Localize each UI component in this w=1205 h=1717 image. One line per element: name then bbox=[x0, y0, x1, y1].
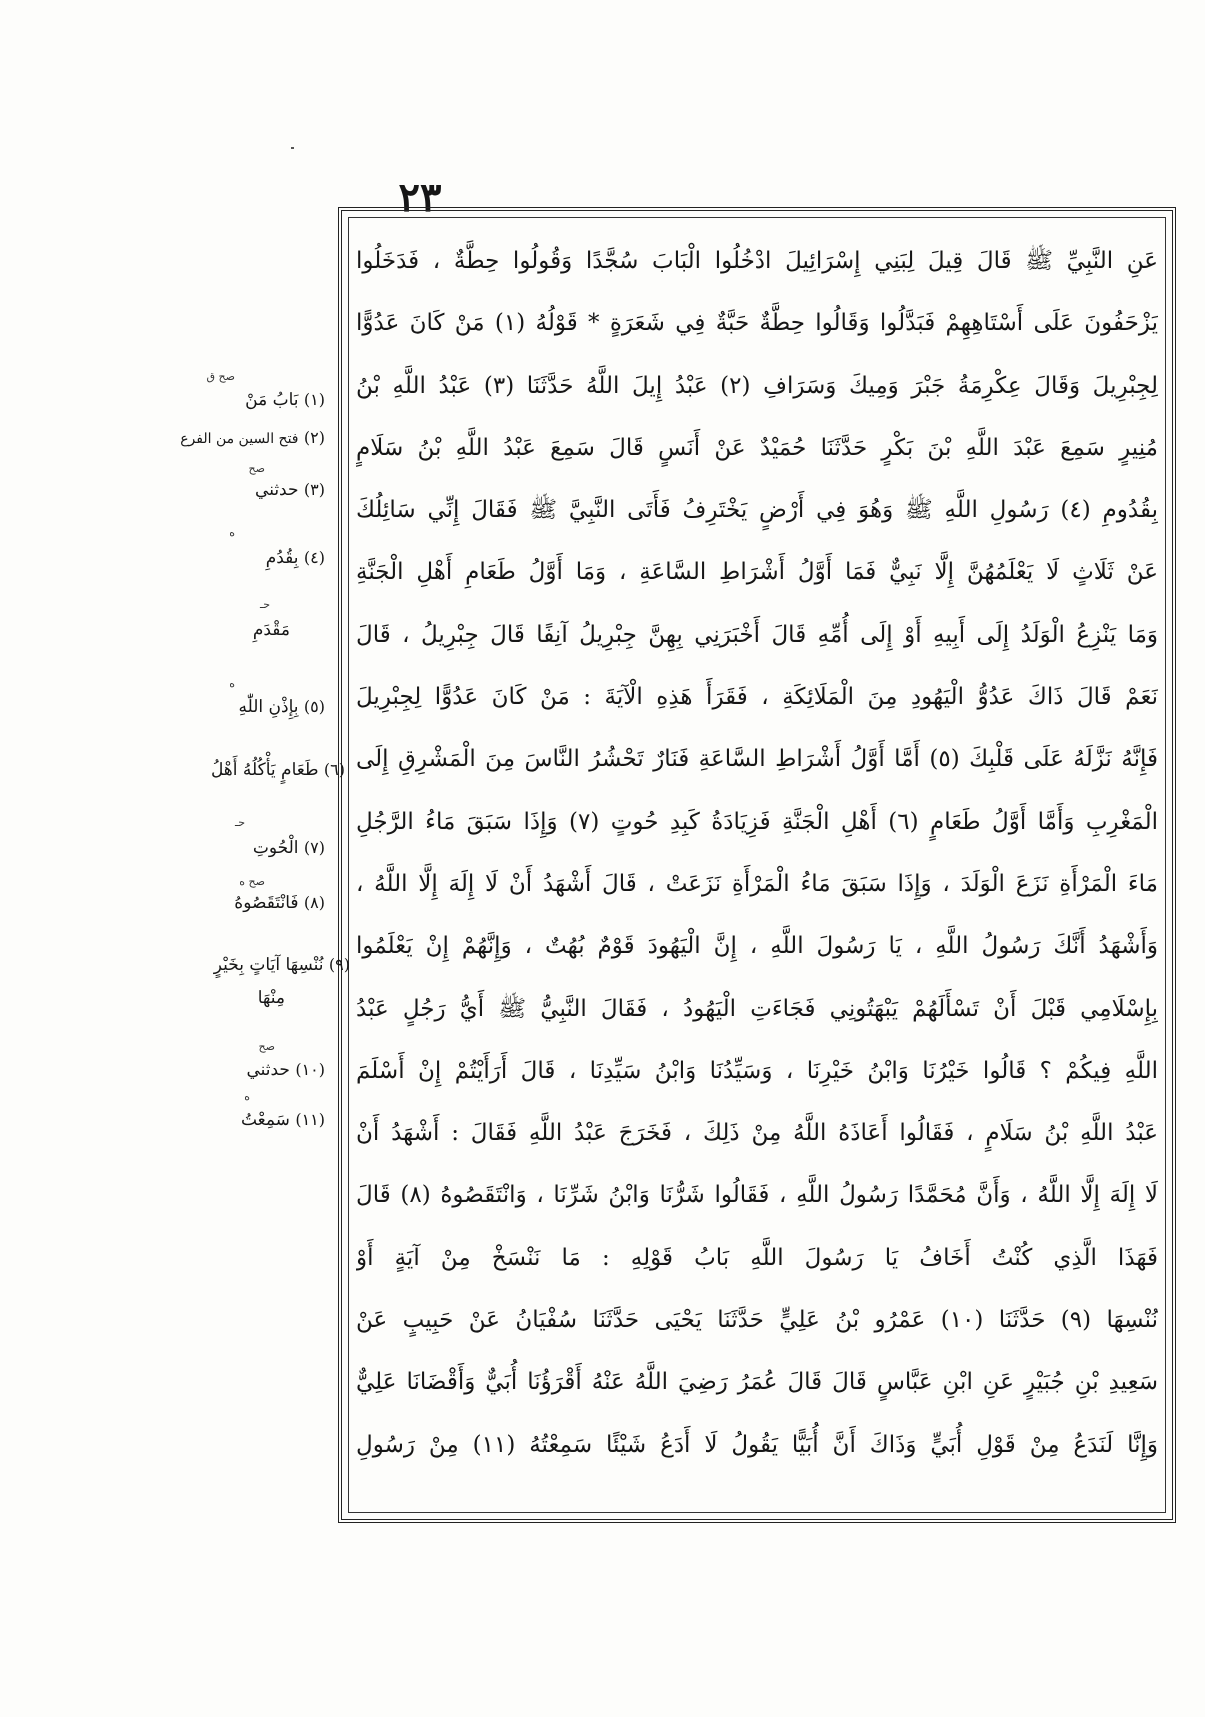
text-line: نَعَمْ قَالَ ذَاكَ عَدُوُّ الْيَهُودِ مِنَ الْمَلَائِكَةِ ، فَقَرَأَ هَذِهِ الْآيَةَ : مَنْ كَانَ عَدُوًّا لِجِبْرِيلَ bbox=[356, 684, 1158, 711]
margin-note bbox=[140, 462, 325, 500]
note-number: (٣) bbox=[303, 480, 325, 499]
text-line: لَا إِلَهَ إِلَّا اللَّهُ ، وَأَنَّ مُحَمَّدًا رَسُولُ اللَّهِ ، فَقَالُوا شَرُّنَا وَابْنُ شَرِّنَا ، وَانْتَقَصُوهُ (٨) قَالَ bbox=[356, 1182, 1158, 1209]
margin-note bbox=[140, 428, 325, 448]
text-line: الْمَغْرِبِ وَأَمَّا أَوَّلُ طَعَامٍ (٦) أَهْلِ الْجَنَّةِ فَزِيَادَةُ كَبِدِ حُوتٍ (٧) وَإِذَا سَبَقَ مَاءُ الرَّجُلِ bbox=[356, 808, 1158, 835]
note-number: (٥) bbox=[303, 697, 325, 716]
note-number: (٤) bbox=[303, 548, 325, 567]
note-mark: ه bbox=[229, 677, 235, 690]
note-mark: حـ bbox=[234, 816, 245, 829]
note-text: طَعَامٍ يَأْكُلُهُ أَهْلُ bbox=[210, 760, 319, 780]
note-text: بِإِذْنِ اللّٰهِ bbox=[238, 697, 299, 717]
note-number: (٢) bbox=[303, 428, 325, 447]
note-number: (١) bbox=[303, 390, 325, 409]
text-line: مَاءَ الْمَرْأَةِ نَزَعَ الْوَلَدَ ، وَإِذَا سَبَقَ مَاءُ الْمَرْأَةِ نَزَعَتْ ، قَالَ أَشْهَدُ أَنْ لَا إِلَهَ إِلَّا اللَّهُ ، bbox=[356, 870, 1158, 897]
note-text: مِنْهَا bbox=[257, 988, 285, 1008]
note-number: (٧) bbox=[303, 838, 325, 857]
margin-note bbox=[140, 1090, 325, 1130]
text-line: وَأَشْهَدُ أَنَّكَ رَسُولُ اللَّهِ ، يَا رَسُولَ اللَّهِ ، إِنَّ الْيَهُودَ قَوْمٌ بُهُتٌ ، وَإِنَّهُمْ إِنْ يَعْلَمُوا bbox=[356, 933, 1158, 960]
margin-note bbox=[140, 875, 325, 913]
text-line: نُنْسِهَا (٩) حَدَّثَنَا (١٠) عَمْرُو بْنُ عَلِيٍّ حَدَّثَنَا يَحْيَى حَدَّثَنَا سُفْيَانُ عَنْ حَبِيبٍ عَنْ bbox=[356, 1307, 1158, 1334]
note-number: (٦) bbox=[323, 760, 345, 779]
text-line: يَزْحَفُونَ عَلَى أَسْتَاهِهِمْ فَبَدَّلُوا وَقَالُوا حِطَّةٌ حَبَّةٌ فِي شَعَرَةٍ * قَوْلُهُ (١) مَنْ كَانَ عَدُوًّا bbox=[356, 310, 1158, 337]
text-line: وَإِنَّا لَنَدَعُ مِنْ قَوْلِ أُبَيٍّ وَذَاكَ أَنَّ أُبَيًّا يَقُولُ لَا أَدَعُ شَيْئًا سَمِعْتُهُ (١١) مِنْ رَسُولِ bbox=[356, 1431, 1158, 1458]
margin-note bbox=[140, 370, 325, 410]
text-line: فَإِنَّهُ نَزَّلَهُ عَلَى قَلْبِكَ (٥) أَمَّا أَوَّلُ أَشْرَاطِ السَّاعَةِ فَنَارٌ تَحْشُرُ النَّاسَ مِنَ الْمَشْرِقِ إِلَى bbox=[356, 746, 1158, 773]
margin-note bbox=[140, 760, 345, 780]
text-line: بِقُدُومِ (٤) رَسُولِ اللَّهِ ﷺ وَهُوَ فِي أَرْضٍ يَخْتَرِفُ فَأَتَى النَّبِيَّ ﷺ فَقَالَ إِنِّي سَائِلُكَ bbox=[356, 497, 1158, 524]
note-mark: صح ق bbox=[206, 370, 235, 383]
text-line: وَمَا يَنْزِعُ الْوَلَدُ إِلَى أَبِيهِ أَوْ إِلَى أُمِّهِ قَالَ أَخْبَرَنِي بِهِنَّ جِبْرِيلُ آنِفًا قَالَ جِبْرِيلُ ، قَالَ bbox=[356, 621, 1158, 648]
margin-note bbox=[140, 526, 325, 568]
note-mark: صح bbox=[248, 462, 265, 475]
note-text: حدثني bbox=[255, 480, 299, 500]
note-text: بِقُدُمِ bbox=[265, 548, 299, 568]
text-line: عَنِ النَّبِيِّ ﷺ قَالَ قِيلَ لِبَنِي إِسْرَائِيلَ ادْخُلُوا الْبَابَ سُجَّدًا وَقُولُوا حِطَّةٌ ، فَدَخَلُوا bbox=[356, 248, 1158, 274]
note-text: حدثني bbox=[246, 1060, 290, 1080]
note-mark: ه bbox=[229, 526, 235, 539]
margin-notes bbox=[140, 370, 350, 1210]
note-number: (١٠) bbox=[295, 1060, 325, 1079]
text-line: عَبْدُ اللَّهِ بْنُ سَلَامٍ ، فَقَالُوا أَعَاذَهُ اللَّهُ مِنْ ذَلِكَ ، فَخَرَجَ عَبْدُ اللَّهِ فَقَالَ : أَشْهَدُ أَنْ bbox=[356, 1120, 1158, 1147]
text-line: عَنْ ثَلَاثٍ لَا يَعْلَمُهُنَّ إِلَّا نَبِيٌّ فَمَا أَوَّلُ أَشْرَاطِ السَّاعَةِ ، وَمَا أَوَّلُ طَعَامِ أَهْلِ الْجَنَّةِ bbox=[356, 559, 1158, 586]
note-number: (١١) bbox=[295, 1110, 325, 1129]
margin-note bbox=[140, 1040, 325, 1080]
note-mark: صح bbox=[258, 1040, 275, 1053]
main-text-block bbox=[356, 230, 1158, 1500]
text-line: لِجِبْرِيلَ وَقَالَ عِكْرِمَةُ جَبْرَ وَمِيكَ وَسَرَافِ (٢) عَبْدُ إِيلَ اللَّهُ حَدَّثَنَا (٣) عَبْدُ اللَّهِ بْنُ bbox=[356, 372, 1158, 399]
text-line: اللَّهِ فِيكُمْ ؟ قَالُوا خَيْرُنَا وَابْنُ خَيْرِنَا ، وَسَيِّدُنَا وَابْنُ سَيِّدِنَا ، قَالَ أَرَأَيْتُمْ إِنْ أَسْلَمَ bbox=[356, 1057, 1158, 1084]
note-mark: ه bbox=[244, 1090, 250, 1103]
note-number: (٨) bbox=[303, 893, 325, 912]
text-line: بِإِسْلَامِي قَبْلَ أَنْ تَسْأَلَهُمْ يَبْهَتُونِي فَجَاءَتِ الْيَهُودُ ، فَقَالَ النَّبِيُّ ﷺ أَيُّ رَجُلٍ عَبْدُ bbox=[356, 995, 1158, 1022]
text-line: مُنِيرٍ سَمِعَ عَبْدَ اللَّهِ بْنَ بَكْرٍ حَدَّثَنَا حُمَيْدٌ عَنْ أَنَسٍ قَالَ سَمِعَ عَبْدُ اللَّهِ بْنُ سَلَامٍ bbox=[356, 434, 1158, 461]
note-mark: صح ه bbox=[239, 875, 265, 888]
note-text: فتح السين من الفرع bbox=[180, 431, 299, 447]
note-text: سَمِعْتُ bbox=[240, 1110, 290, 1130]
margin-note bbox=[140, 677, 325, 717]
margin-note bbox=[140, 816, 325, 858]
note-text: بَابُ مَنْ bbox=[245, 390, 299, 410]
note-mark: حـ bbox=[259, 598, 270, 611]
margin-note bbox=[105, 598, 290, 640]
text-line: فَهَذَا الَّذِي كُنْتُ أَخَافُ يَا رَسُولَ اللَّهِ بَابُ قَوْلِهِ : مَا نَنْسَخْ مِنْ آيَةٍ أَوْ bbox=[356, 1244, 1158, 1271]
scan-speck bbox=[291, 147, 294, 149]
page-number: ٢٣ bbox=[398, 174, 442, 221]
note-text: فَانْتَقَصُوهُ bbox=[234, 893, 299, 913]
note-text: نُنْسِهَا آيَاتٍ بِخَيْرٍ bbox=[213, 955, 324, 975]
note-text: مَقْدَمِ bbox=[252, 620, 290, 640]
note-number: (٩) bbox=[328, 955, 350, 974]
note-text: الْحُوتِ bbox=[252, 838, 299, 858]
margin-note bbox=[100, 988, 285, 1008]
margin-note bbox=[140, 955, 350, 975]
text-line: سَعِيدِ بْنِ جُبَيْرٍ عَنِ ابْنِ عَبَّاسٍ قَالَ قَالَ عُمَرُ رَضِيَ اللَّهُ عَنْهُ أَقْرَؤُنَا أُبَيٌّ وَأَقْضَانَا عَلِيٌّ bbox=[356, 1369, 1158, 1396]
